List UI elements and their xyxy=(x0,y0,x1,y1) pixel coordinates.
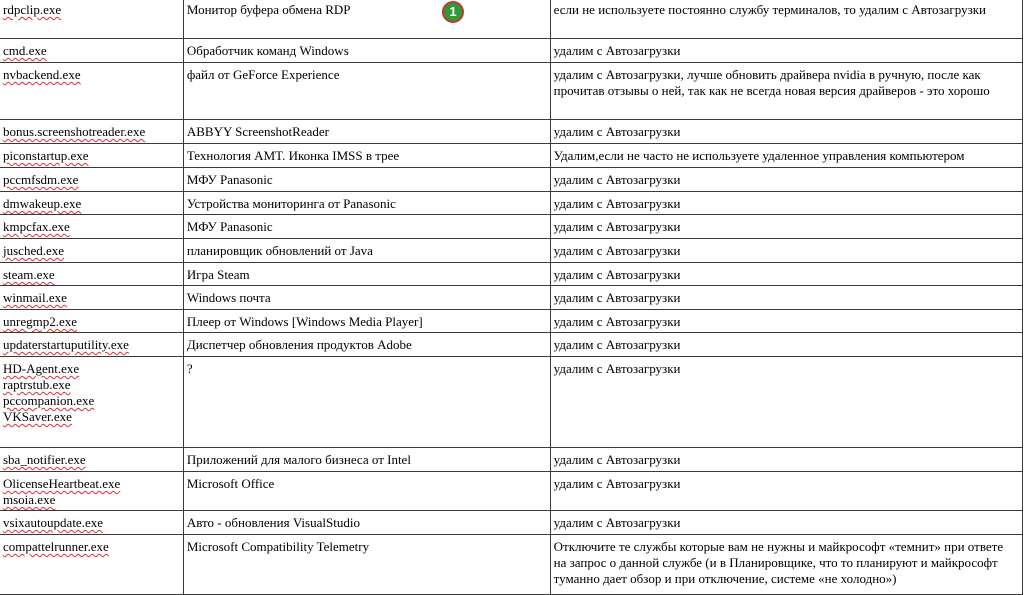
process-filename: dmwakeup.exe xyxy=(3,196,82,211)
process-filename: updaterstartuputility.exe xyxy=(3,337,129,352)
action-cell: удалим с Автозагрузки xyxy=(550,310,1022,333)
process-cell xyxy=(0,239,183,263)
step-number-badge: 1 xyxy=(442,1,464,23)
table-row xyxy=(0,192,1023,215)
table-row xyxy=(0,448,1023,472)
description-cell: Плеер от Windows [Windows Media Player] xyxy=(183,310,550,333)
action-cell: удалим с Автозагрузки xyxy=(550,39,1022,63)
table-row xyxy=(0,333,1023,357)
process-cell xyxy=(0,120,183,144)
description-cell: Монитор буфера обмена RDP xyxy=(183,0,550,39)
description-cell: Приложений для малого бизнеса от Intel xyxy=(183,448,550,472)
action-cell: удалим с Автозагрузки xyxy=(550,192,1022,215)
action-cell: удалим с Автозагрузки xyxy=(550,511,1022,535)
description-cell: Microsoft Compatibility Telemetry xyxy=(183,535,550,595)
action-cell: удалим с Автозагрузки xyxy=(550,215,1022,239)
process-cell xyxy=(0,472,183,511)
action-cell: Отключите те службы которые вам не нужны и майкрософт «темнит» при ответе на запрос о данной службе (и в Планировщике, что то планируют и майкрософт туманно дает обзор и при отключение, системе «не холодно») xyxy=(550,535,1022,595)
process-filename: pccmfsdm.exe xyxy=(3,172,79,187)
process-filename: rdpclip.exe xyxy=(3,2,62,17)
table-row xyxy=(0,0,1023,39)
action-cell: удалим с Автозагрузки xyxy=(550,120,1022,144)
process-filename: pccompanion.exe xyxy=(3,393,95,408)
description-cell: ? xyxy=(183,357,550,448)
action-cell: удалим с Автозагрузки, лучше обновить драйвера nvidia в ручную, после как прочитав отзывы о ней, так как не всегда новая версия драйверов - это хорошо xyxy=(550,63,1022,120)
process-filename: steam.exe xyxy=(3,267,55,282)
process-cell xyxy=(0,263,183,286)
process-cell xyxy=(0,357,183,448)
description-cell: МФУ Panasonic xyxy=(183,215,550,239)
process-filename: sba_notifier.exe xyxy=(3,452,86,467)
action-cell: удалим с Автозагрузки xyxy=(550,333,1022,357)
table-row xyxy=(0,511,1023,535)
process-cell xyxy=(0,448,183,472)
table-row xyxy=(0,63,1023,120)
process-cell xyxy=(0,144,183,168)
description-cell: Авто - обновления VisualStudio xyxy=(183,511,550,535)
process-filename: compattelrunner.exe xyxy=(3,539,109,554)
description-cell: Устройства мониторинга от Panasonic xyxy=(183,192,550,215)
process-filename: HD-Agent.exe xyxy=(3,361,80,376)
table-row xyxy=(0,472,1023,511)
process-filename: cmd.exe xyxy=(3,43,47,58)
description-cell: Обработчик команд Windows xyxy=(183,39,550,63)
process-cell xyxy=(0,192,183,215)
description-cell: файл от GeForce Experience xyxy=(183,63,550,120)
process-filename: unregmp2.exe xyxy=(3,314,78,329)
description-cell: Microsoft Office xyxy=(183,472,550,511)
action-cell: удалим с Автозагрузки xyxy=(550,472,1022,511)
description-cell: Windows почта xyxy=(183,286,550,310)
action-cell: удалим с Автозагрузки xyxy=(550,263,1022,286)
table-row xyxy=(0,39,1023,63)
table-row xyxy=(0,263,1023,286)
description-cell: планировщик обновлений от Java xyxy=(183,239,550,263)
description-cell: МФУ Panasonic xyxy=(183,168,550,192)
table-row xyxy=(0,168,1023,192)
table-row xyxy=(0,357,1023,448)
process-cell xyxy=(0,535,183,595)
action-cell: удалим с Автозагрузки xyxy=(550,357,1022,448)
table-row xyxy=(0,215,1023,239)
process-cell xyxy=(0,168,183,192)
process-filename: winmail.exe xyxy=(3,290,67,305)
process-cell xyxy=(0,286,183,310)
description-cell: Игра Steam xyxy=(183,263,550,286)
process-cell xyxy=(0,310,183,333)
process-filename: vsixautoupdate.exe xyxy=(3,515,103,530)
action-cell: удалим с Автозагрузки xyxy=(550,239,1022,263)
table-row xyxy=(0,286,1023,310)
process-filename: piconstartup.exe xyxy=(3,148,89,163)
process-filename: OlicenseHeartbeat.exe xyxy=(3,476,121,491)
process-cell xyxy=(0,39,183,63)
action-cell: удалим с Автозагрузки xyxy=(550,286,1022,310)
table-row xyxy=(0,144,1023,168)
process-filename: kmpcfax.exe xyxy=(3,219,70,234)
process-filename: raptrstub.exe xyxy=(3,377,71,392)
description-cell: Диспетчер обновления продуктов Adobe xyxy=(183,333,550,357)
process-filename: bonus.screenshotreader.exe xyxy=(3,124,146,139)
table-row xyxy=(0,239,1023,263)
process-cell xyxy=(0,215,183,239)
process-filename: jusched.exe xyxy=(3,243,65,258)
process-cell xyxy=(0,63,183,120)
process-cell xyxy=(0,333,183,357)
process-cell xyxy=(0,511,183,535)
process-filename: nvbackend.exe xyxy=(3,67,81,82)
description-cell: Технология AMT. Иконка IMSS в трее xyxy=(183,144,550,168)
action-cell: если не используете постоянно службу терминалов, то удалим с Автозагрузки xyxy=(550,0,1022,39)
action-cell: удалим с Автозагрузки xyxy=(550,168,1022,192)
action-cell: удалим с Автозагрузки xyxy=(550,448,1022,472)
process-filename: msoia.exe xyxy=(3,492,56,507)
process-cell xyxy=(0,0,183,39)
table-row xyxy=(0,535,1023,595)
process-filename: VKSaver.exe xyxy=(3,409,72,424)
table-row xyxy=(0,310,1023,333)
action-cell: Удалим,если не часто не используете удаленное управления компьютером xyxy=(550,144,1022,168)
table-row xyxy=(0,120,1023,144)
description-cell: ABBYY ScreenshotReader xyxy=(183,120,550,144)
